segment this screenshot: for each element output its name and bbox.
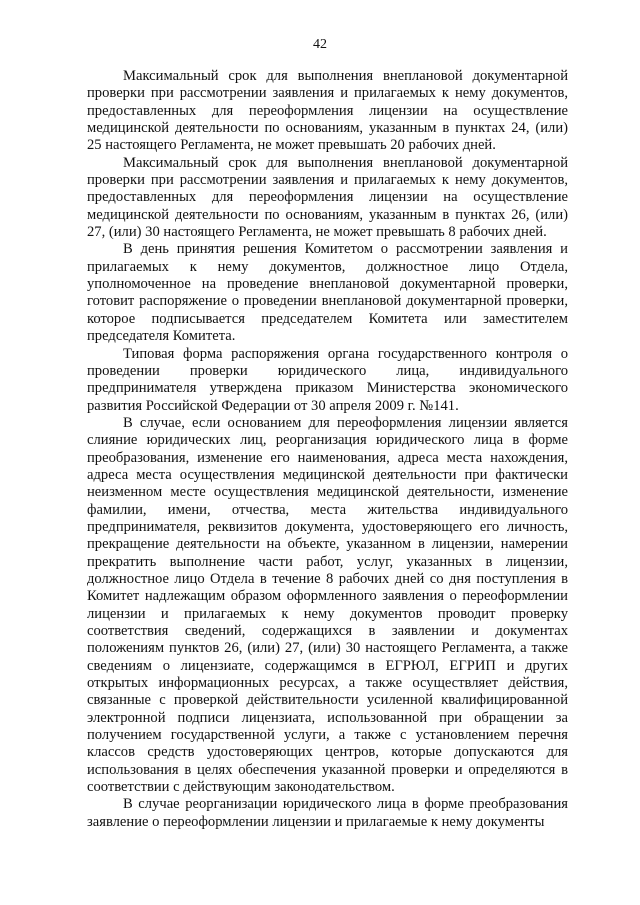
paragraph-standard-form: Типовая форма распоряжения органа государственного контроля о проведении проверки юридического лица, индивидуального предпринимателя утверждена приказом Министерства экономического развития Российской Федерации от 30 апреля 2009 г. №141. (87, 345, 568, 414)
paragraph-reorganization: В случае реорганизации юридического лица в форме преобразования заявление о переоформлении лицензии и прилагаемые к нему документы (87, 796, 568, 830)
paragraph-inspection-order: В день принятия решения Комитетом о рассмотрении заявления и прилагаемых к нему документов, должностное лицо Отдела, уполномоченное на проведение внеплановой документарной проверки, готовит распоряжение о проведении внеплановой документарной проверки, которое подписывается председателем Комитета или заместителем председателя Комитета. (87, 241, 568, 345)
paragraph-reissue-grounds: В случае, если основанием для переоформления лицензии является слияние юридических лиц, реорганизация юридического лица в форме преобразования, изменение его наименования, адреса места нахождения, адреса места осуществления медицинской деятельности при фактически неизменном месте осуществления медицинской деятельности, изменение фамилии, имени, отчества, места жительства индивидуального предпринимателя, реквизитов документа, удостоверяющего его личность, прекращение деятельности на объекте, указанном в лицензии, намерении прекратить выполнение части работ, услуг, указанных в лицензии, должностное лицо Отдела в течение 8 рабочих дней со дня поступления в Комитет надлежащим образом оформленного заявления о переоформлении лицензии и прилагаемых к нему документов проводит проверку соответствия сведений, содержащихся в заявлении и документах положениям пунктов 26, (или) 27, (или) 30 настоящего Регламента, а также сведениям о лицензиате, содержащимся в ЕГРЮЛ, ЕГРИП и других открытых информационных ресурсах, а также осуществляет действия, связанные с проверкой действительности усиленной квалифицированной электронной подписи лицензиата, использованной при обращении за получением государственной услуги, а также с установлением перечня классов средств удостоверяющих центров, которые допускаются для использования в целях обеспечения указанной проверки и определяются в соответствии с действующим законодательством. (87, 414, 568, 796)
body-text (87, 68, 568, 831)
page-number: 42 (313, 37, 327, 52)
paragraph-max-term-20-days: Максимальный срок для выполнения внеплановой документарной проверки при рассмотрении заявления и прилагаемых к нему документов, предоставленных для переоформления лицензии на осуществление медицинской деятельности по основаниям, указанным в пунктах 24, (или) 25 настоящего Регламента, не может превышать 20 рабочих дней. (87, 68, 568, 154)
paragraph-max-term-8-days: Максимальный срок для выполнения внеплановой документарной проверки при рассмотрении заявления и прилагаемых к нему документов, предоставленных для переоформления лицензии на осуществление медицинской деятельности по основаниям, указанным в пунктах 26, (или) 27, (или) 30 настоящего Регламента, не может превышать 8 рабочих дней. (87, 154, 568, 241)
